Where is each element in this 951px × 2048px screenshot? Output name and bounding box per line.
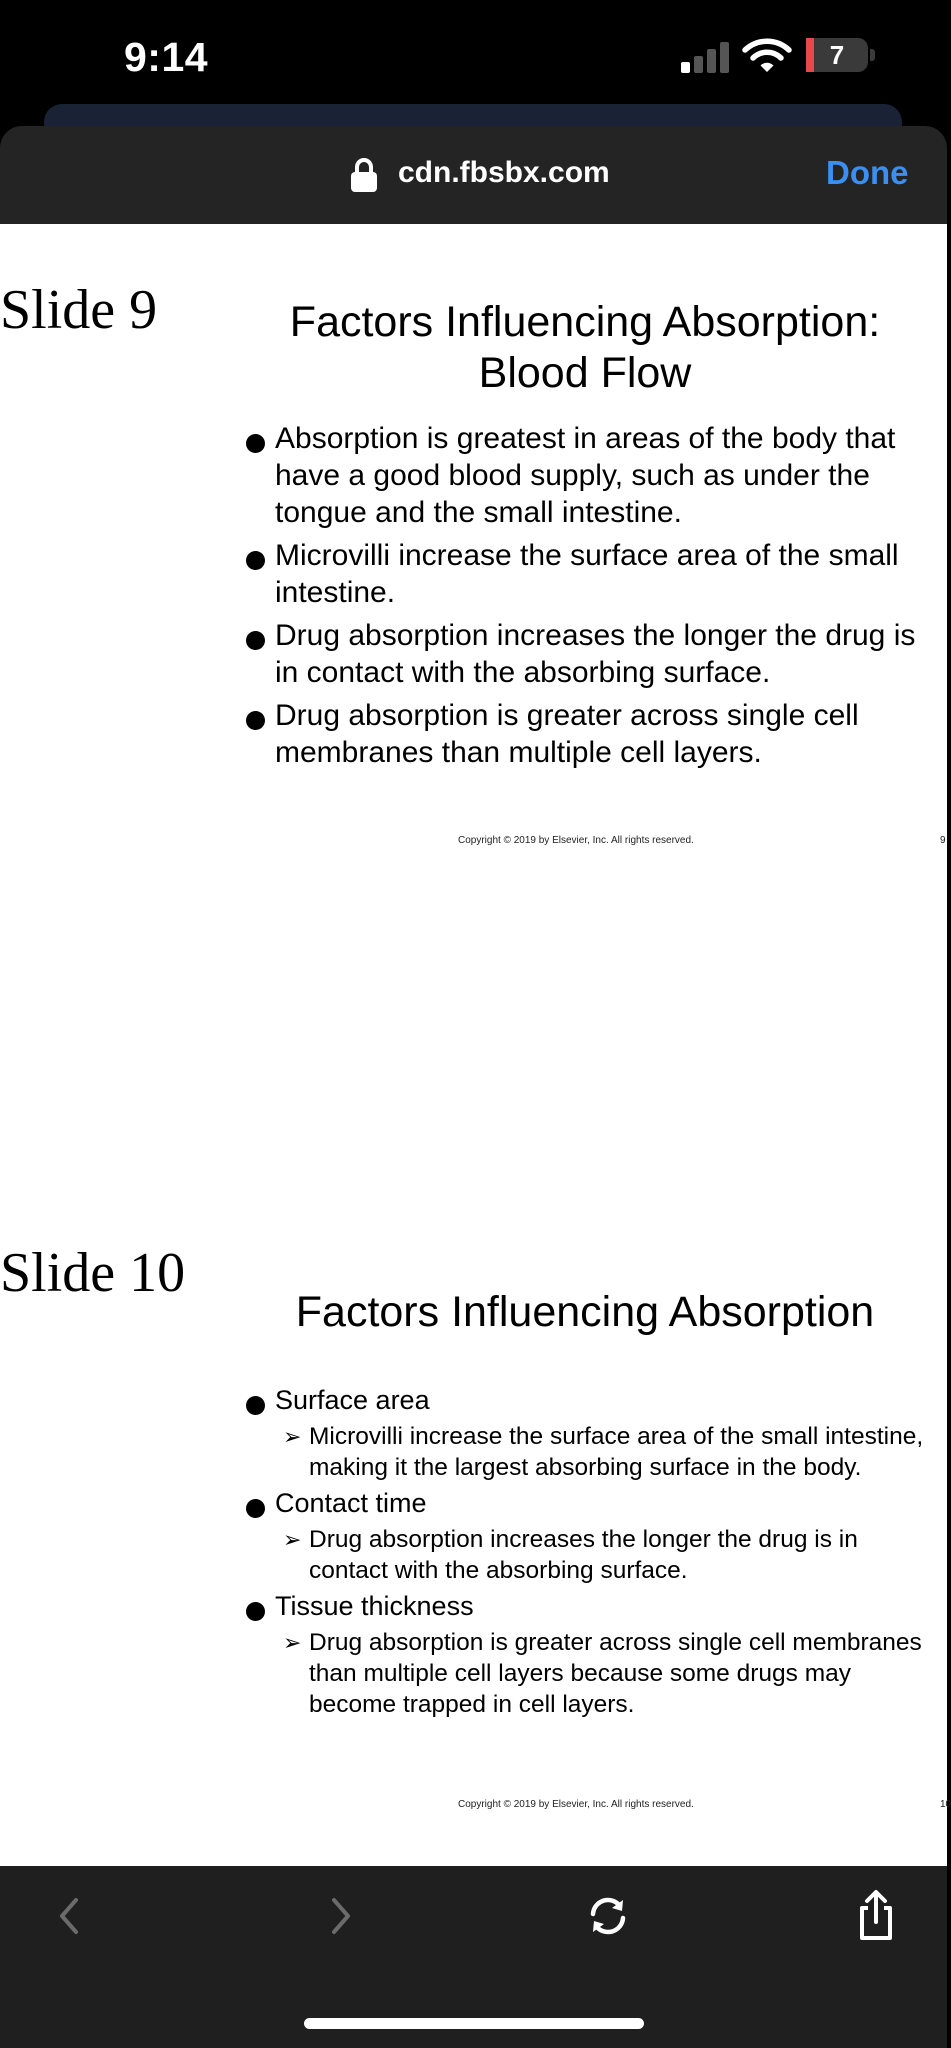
bullet-list bbox=[246, 1384, 926, 1724]
forward-button[interactable] bbox=[310, 1886, 370, 1946]
bullet-dot-icon bbox=[246, 434, 265, 453]
cellular-signal-icon bbox=[681, 40, 733, 73]
bullet-dot-icon bbox=[246, 1499, 265, 1518]
sub-bullet-item bbox=[246, 1524, 926, 1586]
slide-title-line: Blood Flow bbox=[478, 349, 692, 397]
bullet-item bbox=[246, 1487, 926, 1520]
bullet-item bbox=[246, 420, 926, 531]
status-time: 9:14 bbox=[124, 34, 209, 80]
page-number: 10 bbox=[940, 1799, 951, 1810]
browser-header bbox=[0, 126, 947, 224]
bullet-item bbox=[246, 1384, 926, 1417]
sub-bullet-item bbox=[246, 1627, 926, 1720]
lock-icon bbox=[350, 157, 378, 193]
bullet-dot-icon bbox=[246, 711, 265, 730]
browser-toolbar bbox=[0, 1866, 947, 2048]
home-indicator[interactable] bbox=[304, 2018, 644, 2029]
arrowhead-bullet-icon: ➢ bbox=[283, 1527, 302, 1552]
url-label: cdn.fbsbx.com bbox=[398, 156, 610, 189]
battery-percent: 7 bbox=[829, 40, 845, 70]
bullet-item bbox=[246, 1590, 926, 1623]
slide-label: Slide 10 bbox=[0, 1242, 186, 1304]
arrowhead-bullet-icon: ➢ bbox=[283, 1424, 302, 1449]
bullet-dot-icon bbox=[246, 551, 265, 570]
bullet-text: Absorption is greatest in areas of the body that have a good blood supply, such as under the tongue and the small intestine. bbox=[275, 422, 896, 529]
share-icon bbox=[846, 1886, 906, 1946]
reload-button[interactable] bbox=[578, 1886, 638, 1946]
sub-bullet-item bbox=[246, 1421, 926, 1483]
copyright-notice: Copyright © 2019 by Elsevier, Inc. All rights reserved. bbox=[458, 1799, 694, 1810]
slide-label: Slide 9 bbox=[0, 279, 158, 341]
slide-title bbox=[230, 297, 940, 399]
bullet-text: Microvilli increase the surface area of the small intestine. bbox=[275, 539, 899, 609]
slide-title: Factors Influencing Absorption bbox=[295, 1288, 875, 1336]
sub-bullet-text: Drug absorption increases the longer the drug is in contact with the absorbing surface. bbox=[309, 1526, 858, 1584]
forward-arrow-icon bbox=[310, 1886, 370, 1946]
share-button[interactable] bbox=[846, 1886, 906, 1946]
page-number: 9 bbox=[940, 835, 946, 846]
done-button[interactable]: Done bbox=[826, 154, 909, 191]
bullet-text: Drug absorption is greater across single cell membranes than multiple cell layers. bbox=[275, 699, 859, 769]
battery-icon bbox=[806, 38, 868, 72]
bullet-list bbox=[246, 420, 926, 777]
bullet-text: Surface area bbox=[275, 1385, 430, 1415]
bullet-dot-icon bbox=[246, 1396, 265, 1415]
document-viewer[interactable] bbox=[0, 224, 951, 1866]
bullet-text: Contact time bbox=[275, 1488, 427, 1518]
sub-bullet-text: Drug absorption is greater across single cell membranes than multiple cell layers because some drugs may become trapped in cell layers. bbox=[309, 1629, 922, 1718]
bullet-text: Drug absorption increases the longer the drug is in contact with the absorbing surface. bbox=[275, 619, 916, 689]
bullet-dot-icon bbox=[246, 1602, 265, 1621]
copyright-notice: Copyright © 2019 by Elsevier, Inc. All rights reserved. bbox=[458, 835, 694, 846]
bullet-item bbox=[246, 617, 926, 691]
wifi-icon bbox=[743, 38, 791, 74]
reload-icon bbox=[578, 1886, 638, 1946]
battery-tip bbox=[870, 49, 875, 61]
status-bar bbox=[0, 0, 947, 105]
bullet-item bbox=[246, 697, 926, 771]
slide-title-line: Factors Influencing Absorption: bbox=[289, 298, 881, 346]
back-button[interactable] bbox=[40, 1886, 100, 1946]
bullet-text: Tissue thickness bbox=[275, 1591, 474, 1621]
arrowhead-bullet-icon: ➢ bbox=[283, 1630, 302, 1655]
bullet-dot-icon bbox=[246, 631, 265, 650]
sub-bullet-text: Microvilli increase the surface area of the small intestine, making it the largest absorbing surface in the body. bbox=[309, 1423, 924, 1481]
back-arrow-icon bbox=[40, 1886, 100, 1946]
bullet-item bbox=[246, 537, 926, 611]
